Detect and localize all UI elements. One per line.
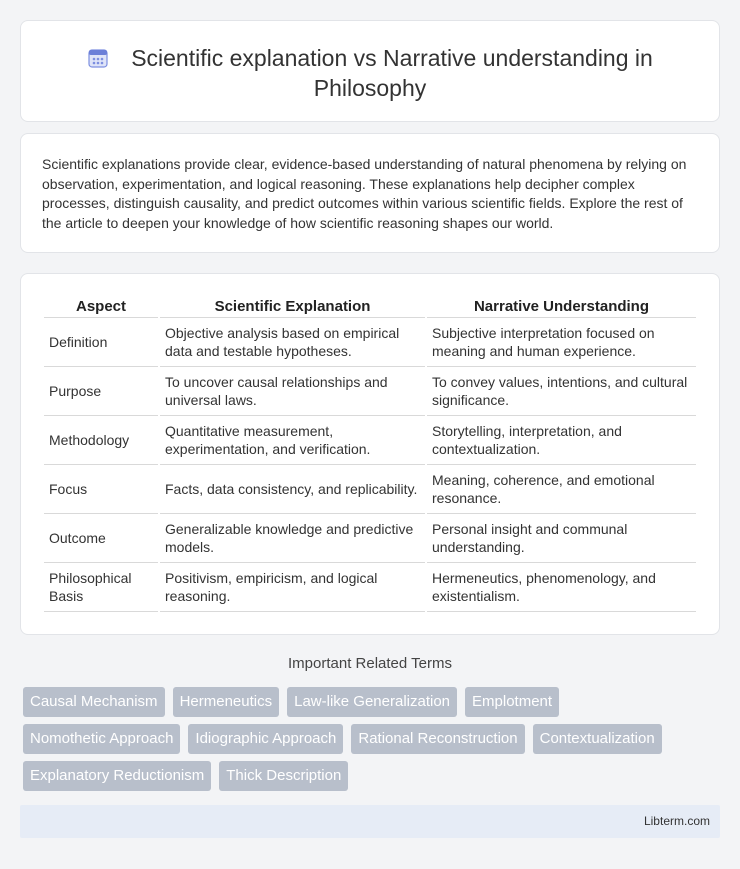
table-row [44,318,696,367]
footer [20,805,720,838]
header-aspect: Aspect [44,296,158,318]
term-tag[interactable]: Law-like Generalization [287,687,457,717]
scientific-cell: Quantitative measurement, experimentation, and verification. [160,416,425,465]
title-card [20,20,720,122]
scientific-cell: Facts, data consistency, and replicability. [160,465,425,514]
table-row [44,514,696,563]
related-terms-list [23,687,723,791]
comparison-table [42,296,698,612]
term-tag[interactable]: Rational Reconstruction [351,724,524,754]
term-tag[interactable]: Explanatory Reductionism [23,761,211,791]
narrative-cell: Personal insight and communal understanding. [427,514,696,563]
aspect-cell: Outcome [44,514,158,563]
narrative-cell: Hermeneutics, phenomenology, and existentialism. [427,563,696,612]
intro-card [20,133,720,253]
aspect-cell: Focus [44,465,158,514]
page-title: Scientific explanation vs Narrative understanding in Philosophy [131,45,653,101]
term-tag[interactable]: Contextualization [533,724,662,754]
intro-paragraph: Scientific explanations provide clear, evidence-based understanding of natural phenomena by relying on observation, experimentation, and logical reasoning. These explanations help decipher complex processes, distinguish causality, and predict outcomes within various scientific fields. Explore the rest of the article to deepen your knowledge of how scientific reasoning shapes our world. [42,156,687,231]
table-row [44,416,696,465]
term-tag[interactable]: Hermeneutics [173,687,280,717]
aspect-cell: Philosophical Basis [44,563,158,612]
related-terms-heading: Important Related Terms [288,655,452,672]
narrative-cell: To convey values, intentions, and cultural significance. [427,367,696,416]
footer-site-link[interactable]: Libterm.com [643,814,710,828]
scientific-cell: Positivism, empiricism, and logical reasoning. [160,563,425,612]
term-tag[interactable]: Idiographic Approach [188,724,343,754]
scientific-cell: Objective analysis based on empirical data and testable hypotheses. [160,318,425,367]
scientific-cell: Generalizable knowledge and predictive models. [160,514,425,563]
table-row [44,563,696,612]
table-row [44,367,696,416]
table-row [44,465,696,514]
scientific-cell: To uncover causal relationships and universal laws. [160,367,425,416]
header-narrative: Narrative Understanding [427,296,696,318]
table-header-row [44,296,696,318]
narrative-cell: Subjective interpretation focused on meaning and human experience. [427,318,696,367]
term-tag[interactable]: Thick Description [219,761,348,791]
calendar-icon [87,47,109,69]
term-tag[interactable]: Nomothetic Approach [23,724,180,754]
term-tag[interactable]: Causal Mechanism [23,687,165,717]
header-scientific: Scientific Explanation [160,296,425,318]
term-tag[interactable]: Emplotment [465,687,559,717]
narrative-cell: Storytelling, interpretation, and contextualization. [427,416,696,465]
aspect-cell: Methodology [44,416,158,465]
aspect-cell: Purpose [44,367,158,416]
page-title-wrap [21,43,719,103]
comparison-card [20,273,720,635]
aspect-cell: Definition [44,318,158,367]
narrative-cell: Meaning, coherence, and emotional resonance. [427,465,696,514]
